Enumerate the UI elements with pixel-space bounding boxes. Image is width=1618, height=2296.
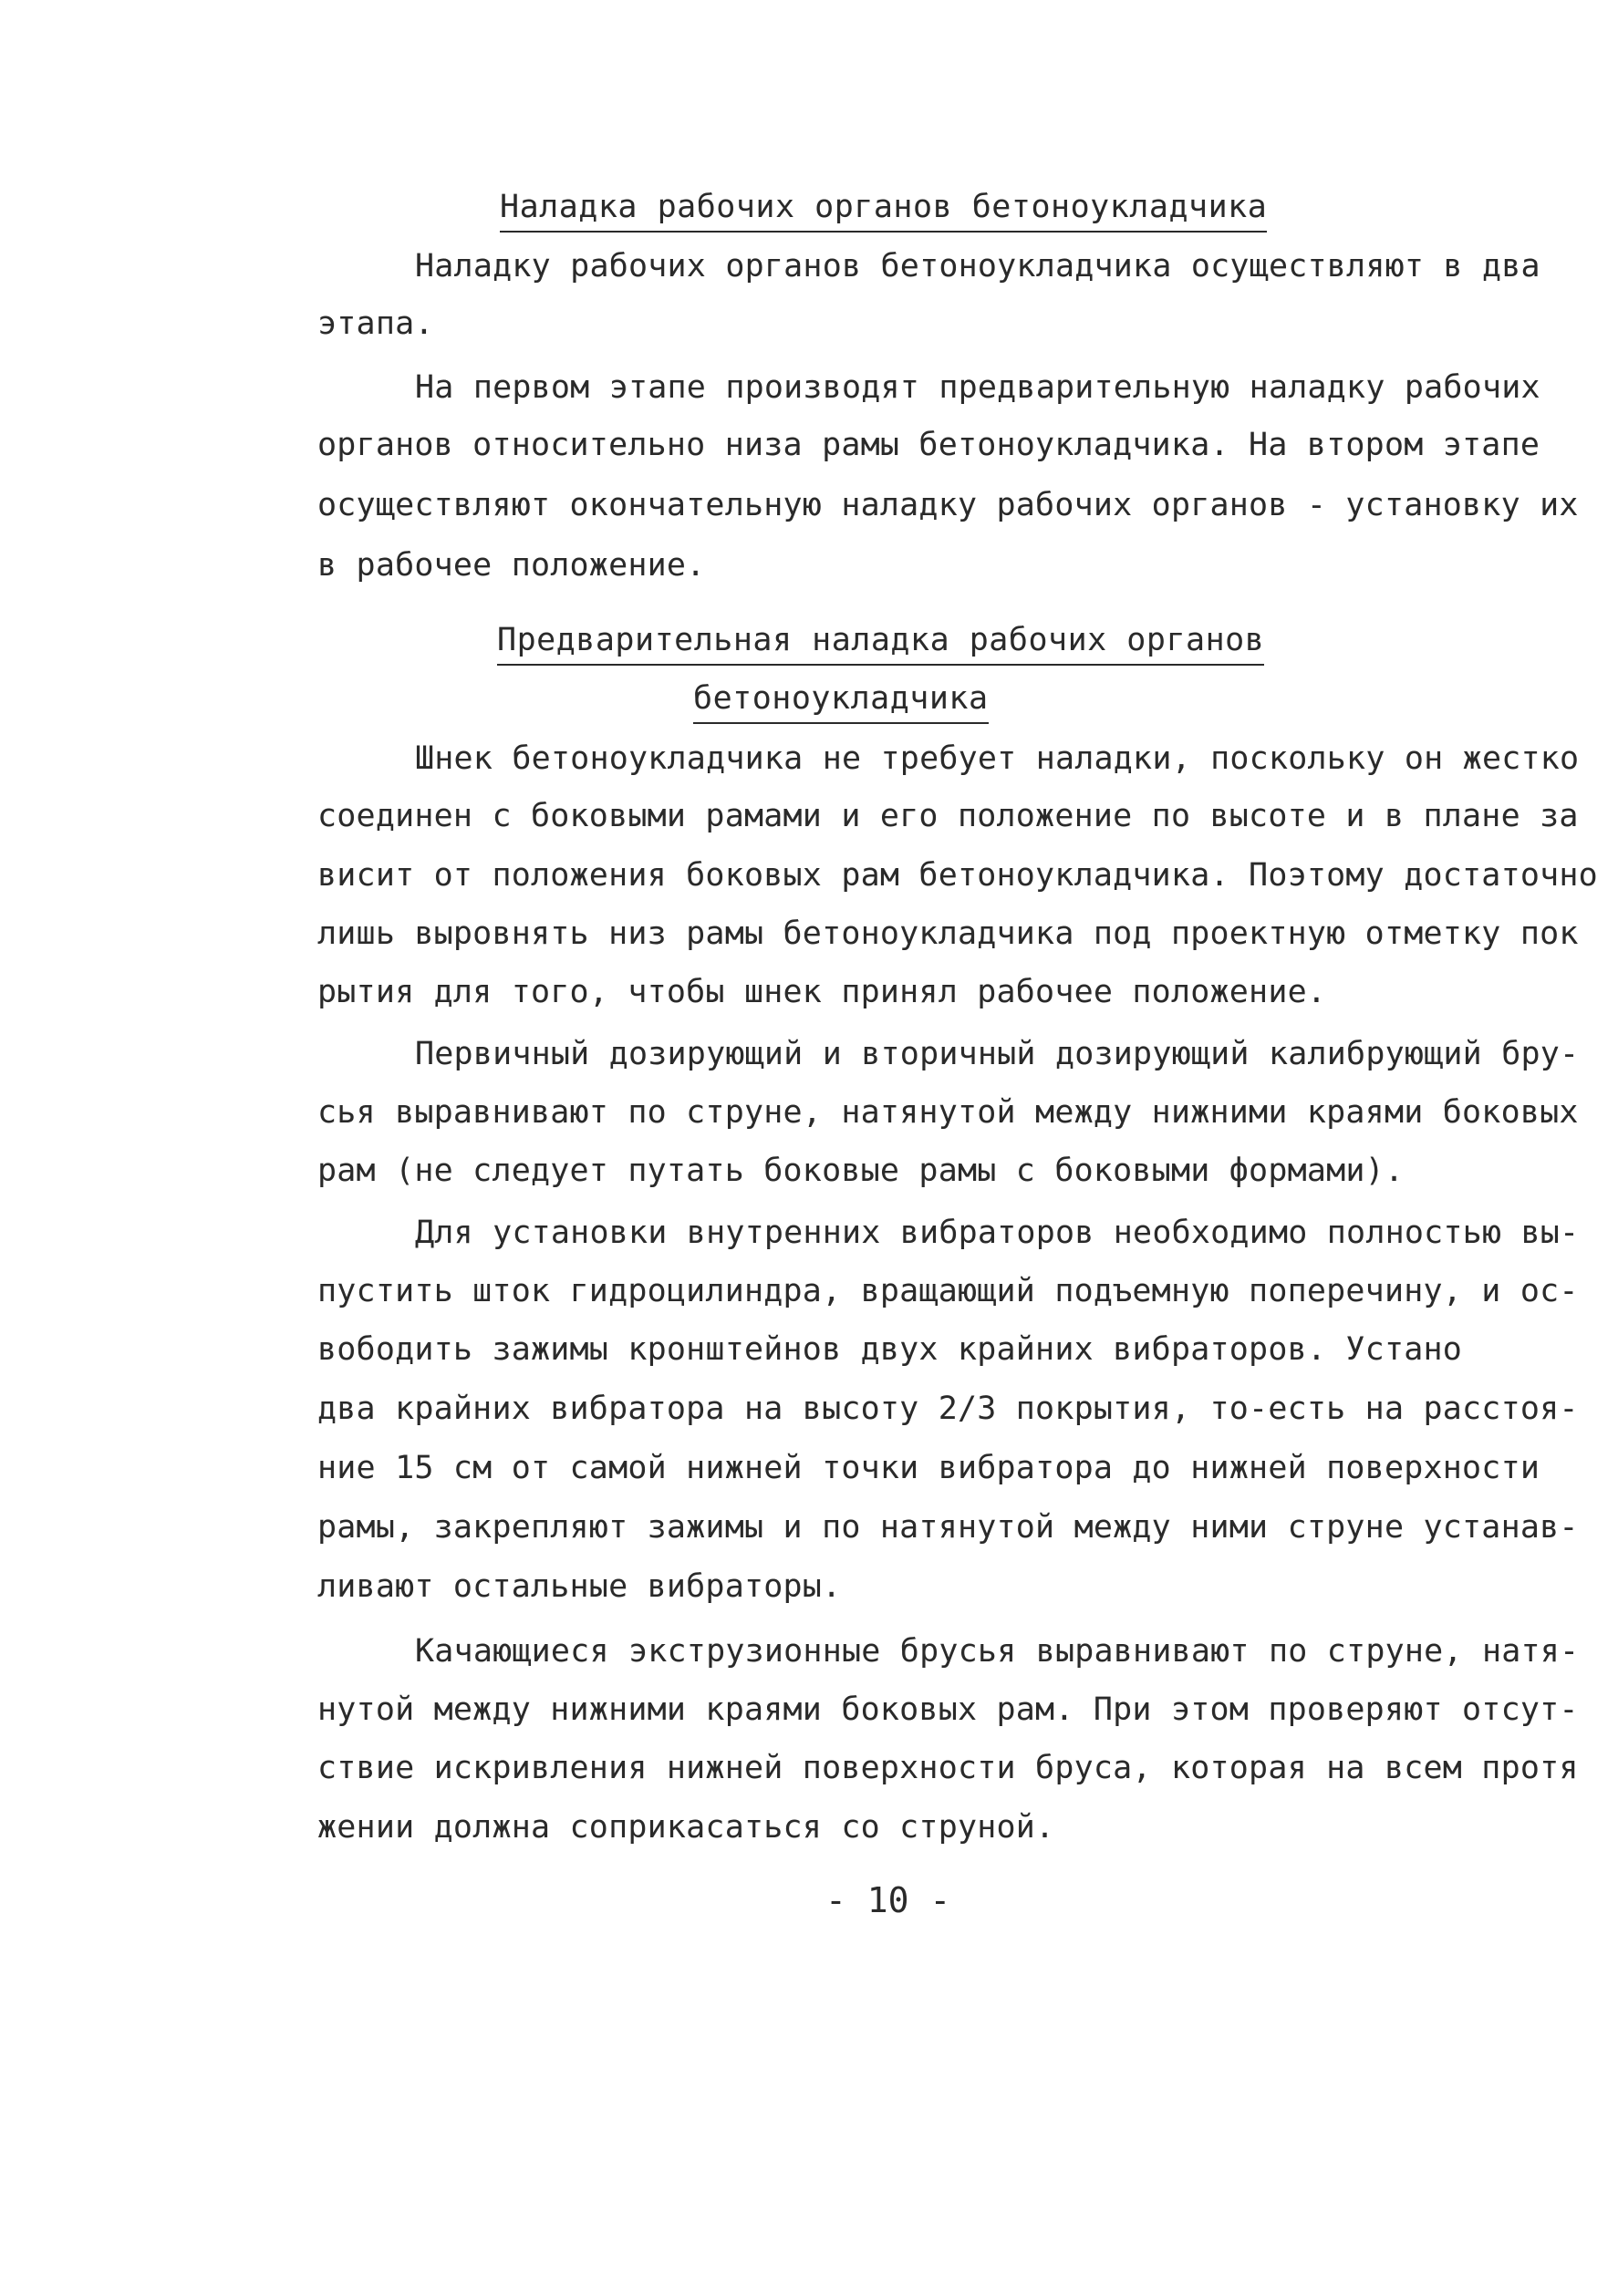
text-line: пустить шток гидроцилиндра, вращающий подъемную поперечину, и ос- bbox=[317, 1273, 1579, 1309]
text-line: ние 15 см от самой нижней точки вибратора до нижней поверхности bbox=[317, 1450, 1540, 1486]
text-line: На первом этапе производят предварительную наладку рабочих bbox=[415, 369, 1540, 406]
text-line: Качающиеся экструзионные брусья выравнивают по струне, натя- bbox=[415, 1633, 1580, 1670]
text-line: Наладку рабочих органов бетоноукладчика осуществляют в два bbox=[415, 248, 1540, 284]
text-line: ливают остальные вибраторы. bbox=[317, 1568, 842, 1605]
text-line: ствие искривления нижней поверхности бруса, которая на всем протя bbox=[317, 1750, 1579, 1786]
text-line: жении должна соприкасаться со струной. bbox=[317, 1809, 1055, 1846]
text-line: соединен с боковыми рамами и его положение по высоте и в плане за bbox=[317, 798, 1579, 834]
text-line: лишь выровнять низ рамы бетоноукладчика под проектную отметку пок bbox=[317, 915, 1579, 952]
text-line: нутой между нижними краями боковых рам. При этом проверяют отсут- bbox=[317, 1691, 1579, 1728]
text-line: рамы, закрепляют зажимы и по натянутой между ними струне устанав- bbox=[317, 1509, 1579, 1546]
text-line: Первичный дозирующий и вторичный дозирующий калибрующий бру- bbox=[415, 1036, 1580, 1072]
text-line: Шнек бетоноукладчика не требует наладки, поскольку он жестко bbox=[415, 740, 1580, 777]
text-line: рам (не следует путать боковые рамы с боковыми формами). bbox=[317, 1153, 1405, 1189]
text-line: висит от положения боковых рам бетоноукладчика. Поэтому достаточно bbox=[317, 857, 1598, 894]
section-heading-preliminary: Предварительная наладка рабочих органов bbox=[497, 620, 1264, 666]
section-heading-adjustment: Наладка рабочих органов бетоноукладчика bbox=[500, 187, 1267, 233]
text-line: два крайних вибратора на высоту 2/3 покрытия, то-есть на расстоя- bbox=[317, 1391, 1579, 1427]
text-line: рытия для того, чтобы шнек принял рабочее положение. bbox=[317, 974, 1327, 1010]
text-line: этапа. bbox=[317, 305, 434, 342]
section-heading-preliminary-cont: бетоноукладчика bbox=[693, 678, 989, 724]
text-line: сья выравнивают по струне, натянутой между нижними краями боковых bbox=[317, 1094, 1579, 1131]
text-line: органов относительно низа рамы бетоноукладчика. На втором этапе bbox=[317, 427, 1540, 463]
text-line: осуществляют окончательную наладку рабочих органов - установку их bbox=[317, 487, 1579, 523]
page-number: - 10 - bbox=[825, 1880, 951, 1920]
text-line: вободить зажимы кронштейнов двух крайних вибраторов. Устано bbox=[317, 1331, 1463, 1368]
text-line: Для установки внутренних вибраторов необходимо полностью вы- bbox=[415, 1215, 1580, 1251]
text-line: в рабочее положение. bbox=[317, 547, 706, 584]
